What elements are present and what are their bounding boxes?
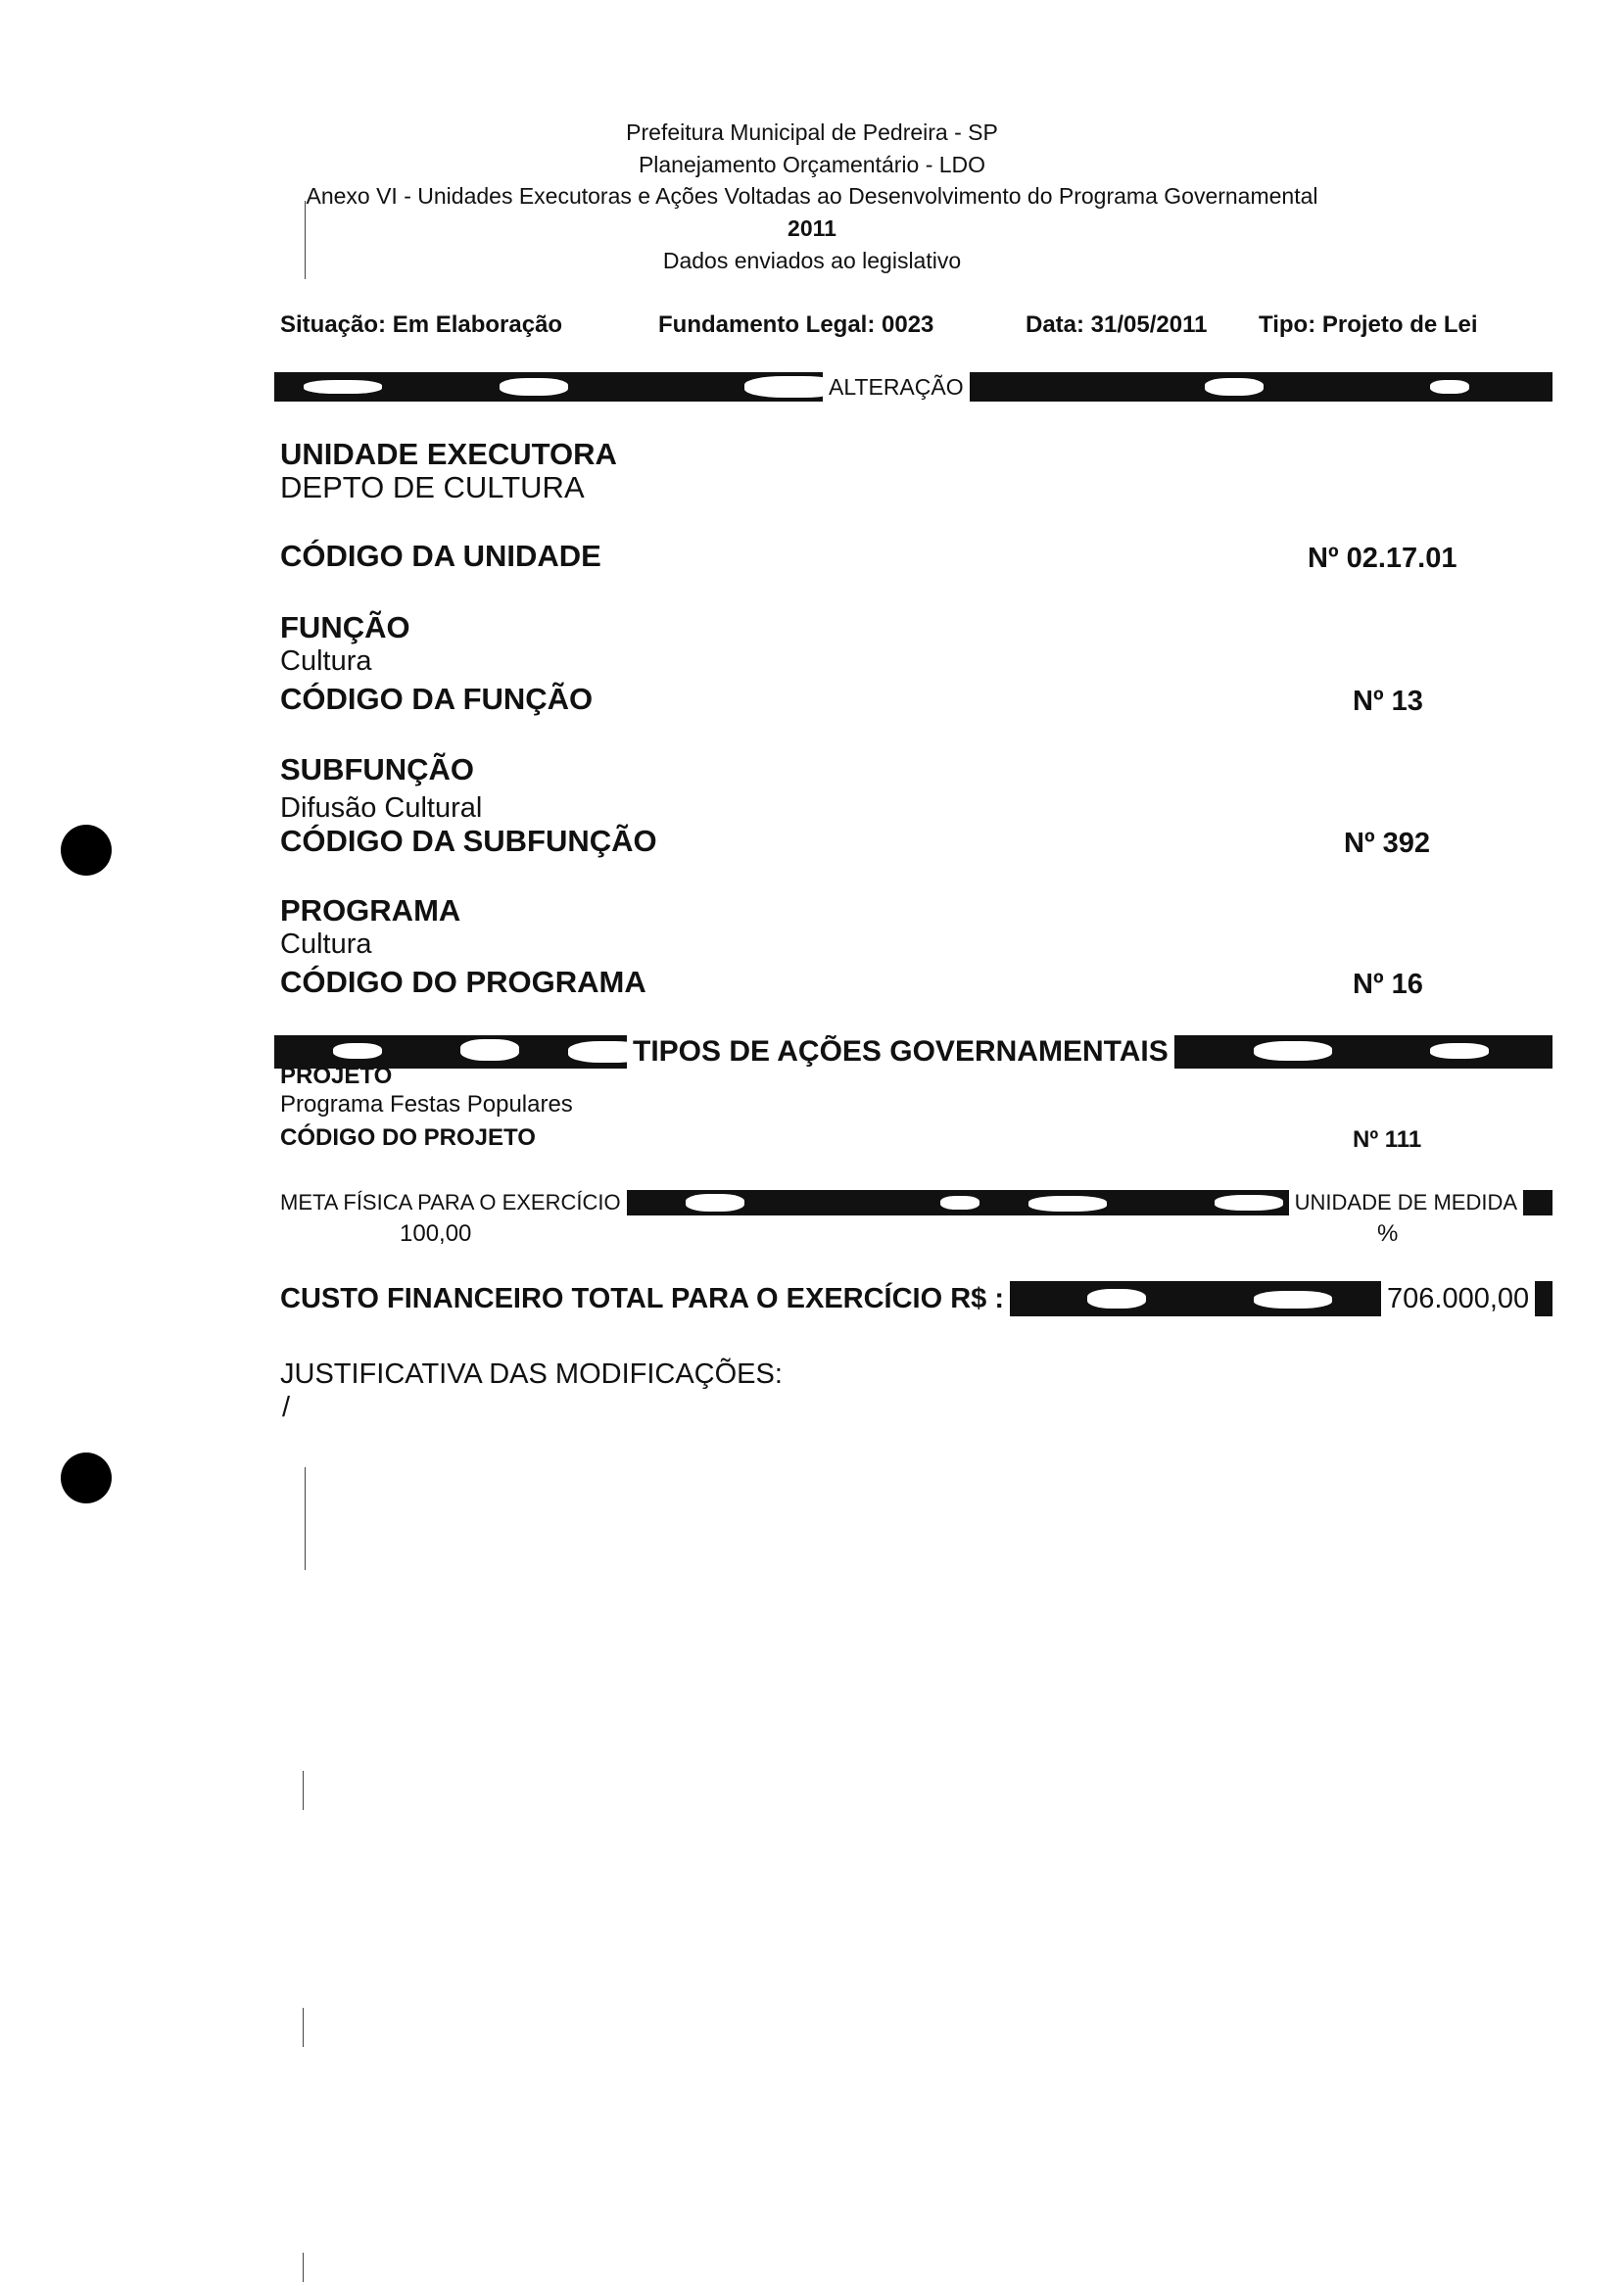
subfuncao-value: Difusão Cultural (280, 792, 483, 824)
header-annex-title: Anexo VI - Unidades Executoras e Ações Voltadas ao Desenvolvimento do Programa Governamental (306, 183, 1318, 209)
meta-fisica-value: 100,00 (400, 1220, 472, 1247)
unidade-medida-value: % (1377, 1220, 1399, 1247)
scan-line (305, 1467, 306, 1570)
programa-code-value: Nº 16 (1353, 969, 1423, 1000)
scan-line (303, 1771, 304, 1810)
scan-line (305, 201, 306, 279)
funcao-code-value: Nº 13 (1353, 686, 1423, 717)
custo-bar (274, 1281, 1552, 1316)
funcao-title: FUNÇÃO (280, 610, 410, 644)
header-status-note: Dados enviados ao legislativo (662, 248, 962, 273)
situacao-label: Situação: Em Elaboração (280, 311, 563, 338)
custo-value: 706.000,00 (1381, 1281, 1535, 1316)
funcao-value: Cultura (280, 645, 372, 677)
tipos-acoes-bar (274, 1035, 1552, 1069)
subfuncao-code-value: Nº 392 (1344, 828, 1430, 859)
hole-punch-top (61, 825, 112, 876)
unidade-value: DEPTO DE CULTURA (280, 470, 585, 504)
fundamento-label: Fundamento Legal: 0023 (658, 311, 934, 338)
projeto-code-label: CÓDIGO DO PROJETO (280, 1124, 536, 1151)
subfuncao-code-label: CÓDIGO DA SUBFUNÇÃO (280, 824, 657, 858)
programa-title: PROGRAMA (280, 893, 461, 928)
unidade-medida-label: UNIDADE DE MEDIDA (1289, 1190, 1523, 1215)
meta-fisica-label: META FÍSICA PARA O EXERCÍCIO (274, 1190, 627, 1215)
header-year: 2011 (788, 215, 836, 241)
unidade-code-label: CÓDIGO DA UNIDADE (280, 539, 601, 573)
programa-code-label: CÓDIGO DO PROGRAMA (280, 965, 646, 999)
tipo-label: Tipo: Projeto de Lei (1259, 311, 1478, 338)
subfuncao-title: SUBFUNÇÃO (280, 752, 475, 786)
projeto-title: PROJETO (280, 1063, 393, 1089)
alteracao-label: ALTERAÇÃO (823, 372, 970, 402)
justificativa-label: JUSTIFICATIVA DAS MODIFICAÇÕES: (280, 1358, 783, 1390)
projeto-value: Programa Festas Populares (280, 1091, 573, 1118)
alteracao-bar (274, 372, 1552, 402)
header-planning: Planejamento Orçamentário - LDO (638, 152, 986, 177)
data-label: Data: 31/05/2011 (1026, 311, 1208, 338)
unidade-code-value: Nº 02.17.01 (1308, 543, 1457, 574)
tipos-acoes-label: TIPOS DE AÇÕES GOVERNAMENTAIS (627, 1035, 1174, 1069)
meta-fisica-bar (274, 1190, 1552, 1215)
scan-line (303, 2253, 304, 2282)
projeto-code-value: Nº 111 (1353, 1126, 1422, 1153)
funcao-code-label: CÓDIGO DA FUNÇÃO (280, 682, 594, 716)
justificativa-mark: / (282, 1392, 291, 1423)
scan-line (303, 2008, 304, 2047)
unidade-title: UNIDADE EXECUTORA (280, 437, 617, 471)
hole-punch-bottom (61, 1453, 112, 1503)
header-municipality: Prefeitura Municipal de Pedreira - SP (626, 119, 998, 145)
programa-value: Cultura (280, 929, 372, 960)
custo-label: CUSTO FINANCEIRO TOTAL PARA O EXERCÍCIO R$ : (274, 1281, 1010, 1316)
